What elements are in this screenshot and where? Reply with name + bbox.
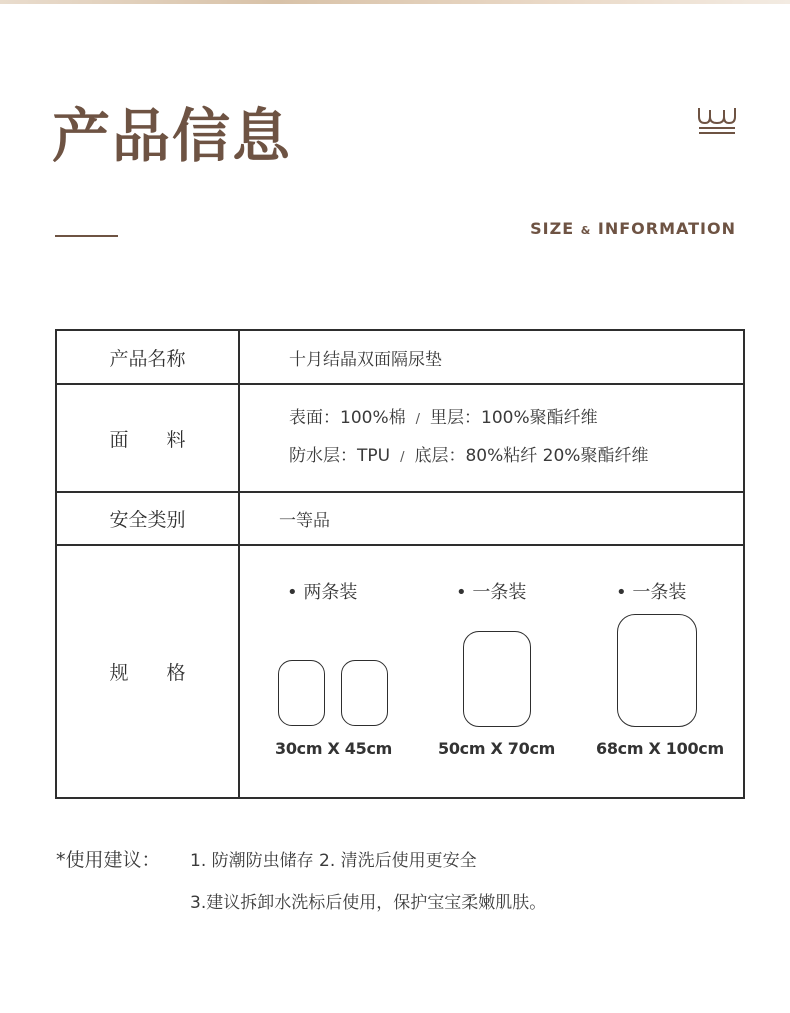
material-separator: / xyxy=(400,450,405,465)
material-line-1 xyxy=(289,400,743,438)
subtitle-ampersand: & xyxy=(580,224,592,237)
row-value-specs xyxy=(239,545,744,798)
wave-logo-icon xyxy=(697,104,737,136)
table-row-material xyxy=(56,384,744,492)
material-line-2 xyxy=(289,438,743,476)
row-key: 规 格 xyxy=(56,545,239,798)
pad-illustration xyxy=(463,631,531,727)
size-label: • 两条装 xyxy=(287,582,358,603)
row-value-material xyxy=(239,384,744,492)
size-option-medium xyxy=(438,546,568,799)
product-info-table xyxy=(55,329,745,799)
material-inner: 里层：100%聚酯纤维 xyxy=(430,408,598,428)
size-option-large xyxy=(596,546,736,799)
material-separator: / xyxy=(415,412,420,427)
row-value: 十月结晶双面隔尿垫 xyxy=(239,330,744,384)
row-key: 面 料 xyxy=(56,384,239,492)
page-title: 产品信息 xyxy=(52,102,293,170)
pad-illustration xyxy=(617,614,697,727)
table-row-product-name xyxy=(56,330,744,384)
table-row-safety xyxy=(56,492,744,545)
row-value: 一等品 xyxy=(239,492,744,545)
usage-note-line-1: 1. 防潮防虫储存 2. 清洗后使用更安全 xyxy=(190,851,477,871)
size-label: • 一条装 xyxy=(616,582,687,603)
table-row-specs xyxy=(56,545,744,798)
pad-illustration xyxy=(341,660,388,726)
material-waterproof: 防水层：TPU xyxy=(289,446,391,466)
section-subtitle xyxy=(530,219,736,238)
row-key: 安全类别 xyxy=(56,492,239,545)
pad-illustration xyxy=(278,660,325,726)
size-label: • 一条装 xyxy=(456,582,527,603)
material-surface: 表面：100%棉 xyxy=(289,408,406,428)
usage-note-line-2: 3.建议拆卸水洗标后使用，保护宝宝柔嫩肌肤。 xyxy=(190,893,547,913)
size-dimension: 68cm X 100cm xyxy=(596,739,724,758)
subtitle-size: SIZE xyxy=(530,219,575,238)
size-dimension: 50cm X 70cm xyxy=(438,739,556,758)
size-option-small xyxy=(275,546,405,799)
title-underline xyxy=(55,235,118,237)
row-key: 产品名称 xyxy=(56,330,239,384)
material-bottom: 底层：80%粘纤 20%聚酯纤维 xyxy=(414,446,649,466)
usage-notes-heading: *使用建议： xyxy=(56,849,161,871)
subtitle-information: INFORMATION xyxy=(597,219,736,238)
size-dimension: 30cm X 45cm xyxy=(275,739,393,758)
top-decoration-bar xyxy=(0,0,790,4)
